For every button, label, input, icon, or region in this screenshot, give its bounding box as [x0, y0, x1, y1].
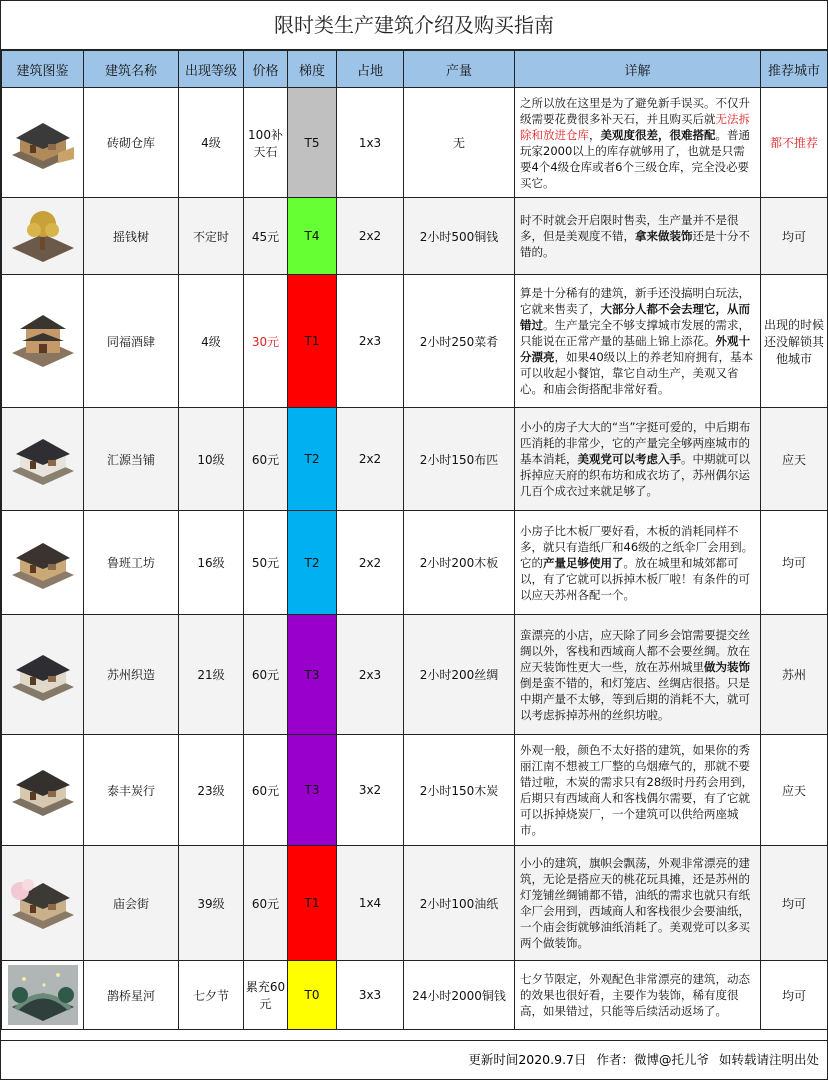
detail-segment: 。生产量完全不够支撑城市发展的需求，只能说在正常产量的基础上锦上添花。 [520, 318, 750, 348]
tier-badge: T3 [288, 615, 337, 735]
building-illustration-icon [8, 429, 78, 489]
update-time: 更新时间2020.9.7日 [468, 1052, 587, 1067]
price: 60元 [244, 408, 288, 511]
building-image-cell [2, 846, 84, 961]
building-illustration-icon [8, 206, 78, 266]
footer [1, 1040, 827, 1079]
col-header-output: 产量 [404, 51, 515, 88]
unlock-level: 4级 [179, 88, 244, 198]
building-image-cell [2, 735, 84, 846]
recommended-city: 均可 [761, 511, 828, 615]
production: 2小时250菜肴 [404, 275, 515, 408]
building-illustration-icon [8, 311, 78, 371]
price: 30元 [244, 275, 288, 408]
author: 作者：微博@托儿爷 [596, 1052, 709, 1067]
price: 60元 [244, 615, 288, 735]
building-image-cell [2, 88, 84, 198]
unlock-level: 七夕节 [179, 961, 244, 1030]
building-illustration-icon [8, 645, 78, 705]
unlock-level: 21级 [179, 615, 244, 735]
recommended-city: 应天 [761, 735, 828, 846]
tier-badge: T2 [288, 408, 337, 511]
tier-badge: T1 [288, 275, 337, 408]
detail-text [515, 846, 761, 961]
detail-segment: 外观一般，颜色不太好搭的建筑，如果你的秀丽江南不想被工厂整的乌烟瘴气的，那就不要错过啦，木炭的需求只有28级时丹药会用到，后期只有西域商人和客栈偶尔需要，有了它就可以拆掉烧炭厂，一个建筑可以供给两座城市。 [520, 743, 754, 837]
tier-badge: T4 [288, 198, 337, 275]
unlock-level: 10级 [179, 408, 244, 511]
building-illustration-icon [8, 873, 78, 933]
tier-badge: T1 [288, 846, 337, 961]
table-row [2, 735, 828, 846]
production: 24小时2000铜钱 [404, 961, 515, 1030]
footprint: 1x3 [337, 88, 404, 198]
unlock-level: 39级 [179, 846, 244, 961]
building-name: 砖砌仓库 [84, 88, 179, 198]
footprint: 1x4 [337, 846, 404, 961]
recommended-city: 都不推荐 [761, 88, 828, 198]
detail-segment: 时不时就会开启限时售卖，生产量并不是很多，但是美观度不错， [520, 213, 739, 243]
production: 2小时200木板 [404, 511, 515, 615]
table-row [2, 961, 828, 1030]
detail-text [515, 961, 761, 1030]
building-image-cell [2, 408, 84, 511]
footprint: 2x2 [337, 511, 404, 615]
production: 2小时200丝绸 [404, 615, 515, 735]
building-name: 鲁班工坊 [84, 511, 179, 615]
detail-segment: 小小的房子大大的“当”字挺可爱的，中后期布匹消耗的非常少，它的产量完全够两座城市的基本消耗， [520, 420, 751, 466]
col-header-area: 占地 [337, 51, 404, 88]
recommended-city: 苏州 [761, 615, 828, 735]
building-image-cell [2, 198, 84, 275]
table-row [2, 198, 828, 275]
detail-segment: 无法拆除和放进仓库 [520, 111, 750, 142]
detail-text [515, 198, 761, 275]
recommended-city: 均可 [761, 198, 828, 275]
production: 2小时500铜钱 [404, 198, 515, 275]
price: 45元 [244, 198, 288, 275]
detail-segment: 还是十分不错的。 [520, 229, 750, 259]
building-name: 汇源当铺 [84, 408, 179, 511]
col-header-detail: 详解 [515, 51, 761, 88]
table-row [2, 275, 828, 408]
header-row [2, 51, 828, 88]
unlock-level: 4级 [179, 275, 244, 408]
building-image-cell [2, 961, 84, 1030]
production: 2小时100油纸 [404, 846, 515, 961]
detail-segment: 。放在城里和城郊都可以，有了它就可以拆掉木板厂啦！有条件的可以应天苏州各配一个。 [520, 555, 750, 602]
price: 60元 [244, 735, 288, 846]
detail-segment: 拿来做装饰 [635, 229, 693, 243]
unlock-level: 不定时 [179, 198, 244, 275]
footprint: 3x3 [337, 961, 404, 1030]
price: 累充60元 [244, 961, 288, 1030]
table-row [2, 846, 828, 961]
production: 无 [404, 88, 515, 198]
detail-segment: 外观十分漂亮 [520, 334, 750, 364]
footprint: 2x3 [337, 615, 404, 735]
building-name: 鹊桥星河 [84, 961, 179, 1030]
building-name: 苏州织造 [84, 615, 179, 735]
detail-segment: 做为装饰 [704, 659, 750, 674]
footprint: 2x2 [337, 408, 404, 511]
building-illustration-icon [8, 113, 78, 173]
page-title: 限时类生产建筑介绍及购买指南 [1, 1, 827, 50]
building-illustration-icon [8, 760, 78, 820]
building-name: 同福酒肆 [84, 275, 179, 408]
detail-segment: 美观党可以考虑入手 [577, 452, 681, 466]
table-row [2, 615, 828, 735]
unlock-level: 23级 [179, 735, 244, 846]
detail-segment: 。中期就可以拆掉应天府的织布坊和成衣坊了，苏州偶尔运几百个成衣过来就足够了。 [520, 452, 750, 498]
detail-segment: ，如果40级以上的养老知府拥有，基本可以收起小餐馆，靠它自动生产，美观又省心。和庙会街搭配非常好看。 [520, 350, 754, 396]
table-row [2, 88, 828, 198]
detail-segment: 产量足够使用了 [543, 555, 624, 570]
detail-segment: 之所以放在这里是为了避免新手误买。不仅升级需要花费很多补天石，并且购买后就 [520, 95, 750, 126]
detail-segment: 小房子比木板厂要好看，木板的消耗同样不多，就只有造纸厂和46级的之纸伞厂会用到。它的 [520, 523, 754, 570]
recommended-city: 均可 [761, 961, 828, 1030]
col-header-tier: 梯度 [288, 51, 337, 88]
building-name: 摇钱树 [84, 198, 179, 275]
table-row [2, 408, 828, 511]
building-illustration-icon [8, 965, 78, 1025]
detail-text [515, 88, 761, 198]
detail-text [515, 408, 761, 511]
repost-note: 如转载请注明出处 [718, 1052, 819, 1067]
detail-text [515, 511, 761, 615]
detail-text [515, 615, 761, 735]
building-name: 庙会街 [84, 846, 179, 961]
production: 2小时150布匹 [404, 408, 515, 511]
footprint: 2x2 [337, 198, 404, 275]
building-name: 泰丰炭行 [84, 735, 179, 846]
price: 50元 [244, 511, 288, 615]
unlock-level: 16级 [179, 511, 244, 615]
col-header-price: 价格 [244, 51, 288, 88]
tier-badge: T0 [288, 961, 337, 1030]
recommended-city: 出现的时候还没解锁其他城市 [761, 275, 828, 408]
building-image-cell [2, 275, 84, 408]
recommended-city: 应天 [761, 408, 828, 511]
detail-segment: 。普通玩家2000以上的库存就够用了，也就是只需要4个4级仓库或者6个三级仓库，完全没必要买它。 [520, 127, 750, 190]
detail-segment: 算是十分稀有的建筑，新手还没搞明白玩法，它就来售卖了， [520, 286, 750, 316]
recommended-city: 均可 [761, 846, 828, 961]
building-illustration-icon [8, 533, 78, 593]
tier-badge: T5 [288, 88, 337, 198]
col-header-image: 建筑图鉴 [2, 51, 84, 88]
building-image-cell [2, 615, 84, 735]
price: 60元 [244, 846, 288, 961]
detail-segment: 倒是蛮不错的，和灯笼店、丝绸店很搭。只是中期产量不太够，等到后期的消耗不大，就可以考虑拆掉苏州的丝织坊啦。 [520, 675, 750, 722]
building-image-cell [2, 511, 84, 615]
detail-segment: 蛮漂亮的小店，应天除了同乡会馆需要提交丝绸以外，客栈和西域商人都不会要丝绸。放在应天装饰性更大一些，放在苏州城里 [520, 627, 750, 674]
col-header-name: 建筑名称 [84, 51, 179, 88]
production: 2小时150木炭 [404, 735, 515, 846]
detail-segment: 七夕节限定，外观配色非常漂亮的建筑，动态的效果也很好看，主要作为装饰，稀有度很高，如果错过，只能等后续活动返场了。 [520, 972, 750, 1018]
footprint: 2x3 [337, 275, 404, 408]
footprint: 3x2 [337, 735, 404, 846]
tier-badge: T3 [288, 735, 337, 846]
detail-text [515, 735, 761, 846]
table-row [2, 511, 828, 615]
detail-segment: ， [589, 127, 601, 142]
detail-segment: 美观度很差，很难搭配 [600, 127, 716, 142]
detail-text [515, 275, 761, 408]
building-table [1, 50, 828, 1030]
price: 100补天石 [244, 88, 288, 198]
tier-badge: T2 [288, 511, 337, 615]
detail-segment: 大部分人都不会去理它，从而错过 [520, 302, 750, 332]
detail-segment: 小小的建筑，旗帜会飘荡，外观非常漂亮的建筑，无论是搭应天的桃花玩具摊，还是苏州的灯笼铺丝绸铺都不错，油纸的需求也就只有纸伞厂会用到，西域商人和客栈很少会要油纸，一个庙会街就够油纸消耗了。美观党可以多买两个做装饰。 [520, 856, 750, 950]
col-header-level: 出现等级 [179, 51, 244, 88]
col-header-city: 推荐城市 [761, 51, 828, 88]
